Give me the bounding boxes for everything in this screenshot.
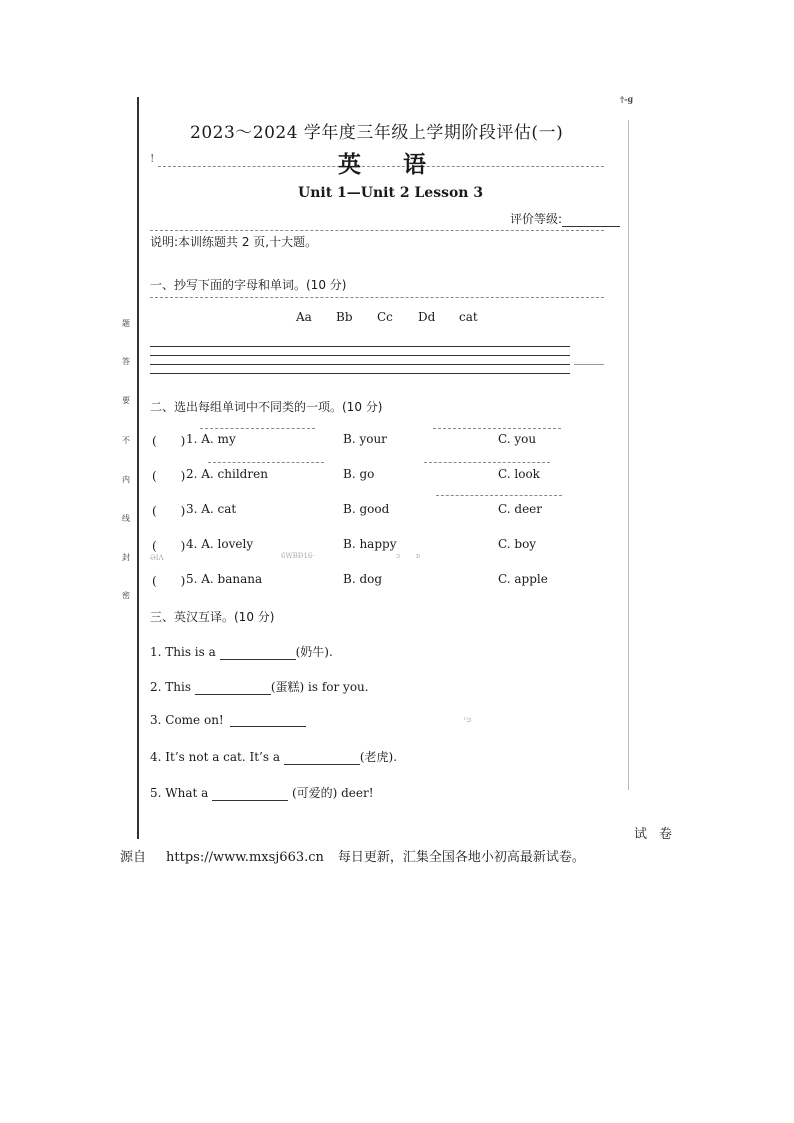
side-label: 题 (122, 319, 130, 328)
answer-paren-2[interactable]: ( ) (152, 469, 186, 483)
source-line (120, 846, 585, 865)
answer-blank-3[interactable] (230, 714, 306, 727)
option-a-2: 2. A. children (186, 467, 268, 481)
copy-item: cat (459, 310, 478, 324)
section-2-heading: 二、选出每组单词中不同类的一项。(10 分) (150, 400, 383, 414)
answer-paren-1[interactable]: ( ) (152, 434, 186, 448)
side-label: 答 (122, 357, 130, 366)
side-label: 线 (122, 514, 130, 523)
option-c-3: C. deer (498, 502, 543, 516)
option-a-3: 3. A. cat (186, 502, 237, 516)
option-a-4: 4. A. lovely (186, 537, 254, 551)
translation-item-3 (150, 713, 306, 727)
translation-hint: (奶牛). (295, 645, 333, 659)
subject-title: 英语 (338, 152, 468, 178)
translation-item-2 (150, 678, 369, 695)
answer-paren-5[interactable]: ( ) (152, 574, 186, 588)
copy-writing-lines[interactable] (150, 346, 570, 382)
answer-blank-2[interactable] (195, 682, 271, 695)
translation-text: 2. This (150, 680, 191, 694)
divider (208, 462, 324, 463)
side-label: 封 (122, 553, 130, 562)
grade-label: 评价等级: (510, 212, 563, 226)
copy-item: Cc (377, 310, 393, 324)
divider (574, 364, 604, 365)
option-b-4: B. happy (343, 537, 397, 551)
divider (424, 462, 550, 463)
option-b-5: B. dog (343, 572, 383, 586)
divider (150, 230, 604, 231)
copy-item: Bb (336, 310, 353, 324)
option-b-2: B. go (343, 467, 375, 481)
faint-mark: ᴅ (416, 552, 421, 560)
source-text: 每日更新，汇集全国各地小初高最新试卷。 (337, 850, 585, 865)
divider (150, 297, 604, 298)
option-c-2: C. look (498, 467, 540, 481)
answer-paren-3[interactable]: ( ) (152, 504, 186, 518)
copy-item: Dd (418, 310, 436, 324)
exam-title: 2023～2024 学年度三年级上学期阶段评估(一) (190, 123, 564, 143)
faint-mark: ꟲᴝ (464, 716, 472, 724)
translation-text: 5. What a (150, 786, 209, 800)
option-a-5: 5. A. banana (186, 572, 263, 586)
translation-item-5 (150, 784, 374, 801)
translation-item-1 (150, 643, 333, 660)
section-3-heading: 三、英汉互译。(10 分) (150, 610, 275, 624)
section-1-heading: 一、抄写下面的字母和单词。(10 分) (150, 278, 347, 292)
option-b-1: B. your (343, 432, 387, 446)
binding-line (137, 97, 139, 839)
copy-item: Aa (296, 310, 312, 324)
translation-text: 4. It’s not a cat. It’s a (150, 750, 281, 764)
corner-mark: †-ɡ (620, 94, 634, 104)
translation-hint: (可爱的) deer! (291, 786, 374, 800)
divider (433, 428, 561, 429)
translation-hint: (蛋糕) is for you. (270, 680, 369, 694)
answer-paren-4[interactable]: ( ) (152, 539, 186, 553)
answer-blank-5[interactable] (212, 788, 288, 801)
instructions-note: 说明:本训练题共 2 页,十大题。 (150, 235, 318, 249)
source-label: 源自 (120, 850, 147, 865)
translation-hint: (老虎). (359, 750, 398, 764)
option-c-4: C. boy (498, 537, 537, 551)
translation-text: 1. This is a (150, 645, 216, 659)
side-label: 密 (122, 591, 130, 600)
option-b-3: B. good (343, 502, 390, 516)
side-label: 内 (122, 475, 130, 484)
divider (436, 495, 562, 496)
grade-blank[interactable] (562, 214, 620, 227)
right-margin-line (628, 120, 629, 790)
divider (200, 428, 315, 429)
translation-item-4 (150, 748, 397, 765)
option-c-1: C. you (498, 432, 537, 446)
option-a-1: 1. A. my (186, 432, 236, 446)
translation-text: 3. Come on! (150, 713, 224, 727)
answer-blank-1[interactable] (220, 647, 296, 660)
exclamation-mark: ! (150, 152, 155, 165)
option-c-5: C. apple (498, 572, 548, 586)
source-url[interactable]: https://www.mxsj663.cn (166, 850, 324, 865)
faint-mark: ƏIɅ (150, 554, 164, 562)
faint-mark: 6WBƉ16· (281, 552, 315, 560)
faint-mark: ᴐ (396, 552, 400, 560)
grade-field (510, 210, 620, 227)
side-label: 要 (122, 396, 130, 405)
unit-range: Unit 1—Unit 2 Lesson 3 (298, 185, 484, 201)
answer-blank-4[interactable] (284, 752, 360, 765)
paper-label: 试卷 (634, 827, 685, 842)
side-label: 不 (122, 436, 130, 445)
